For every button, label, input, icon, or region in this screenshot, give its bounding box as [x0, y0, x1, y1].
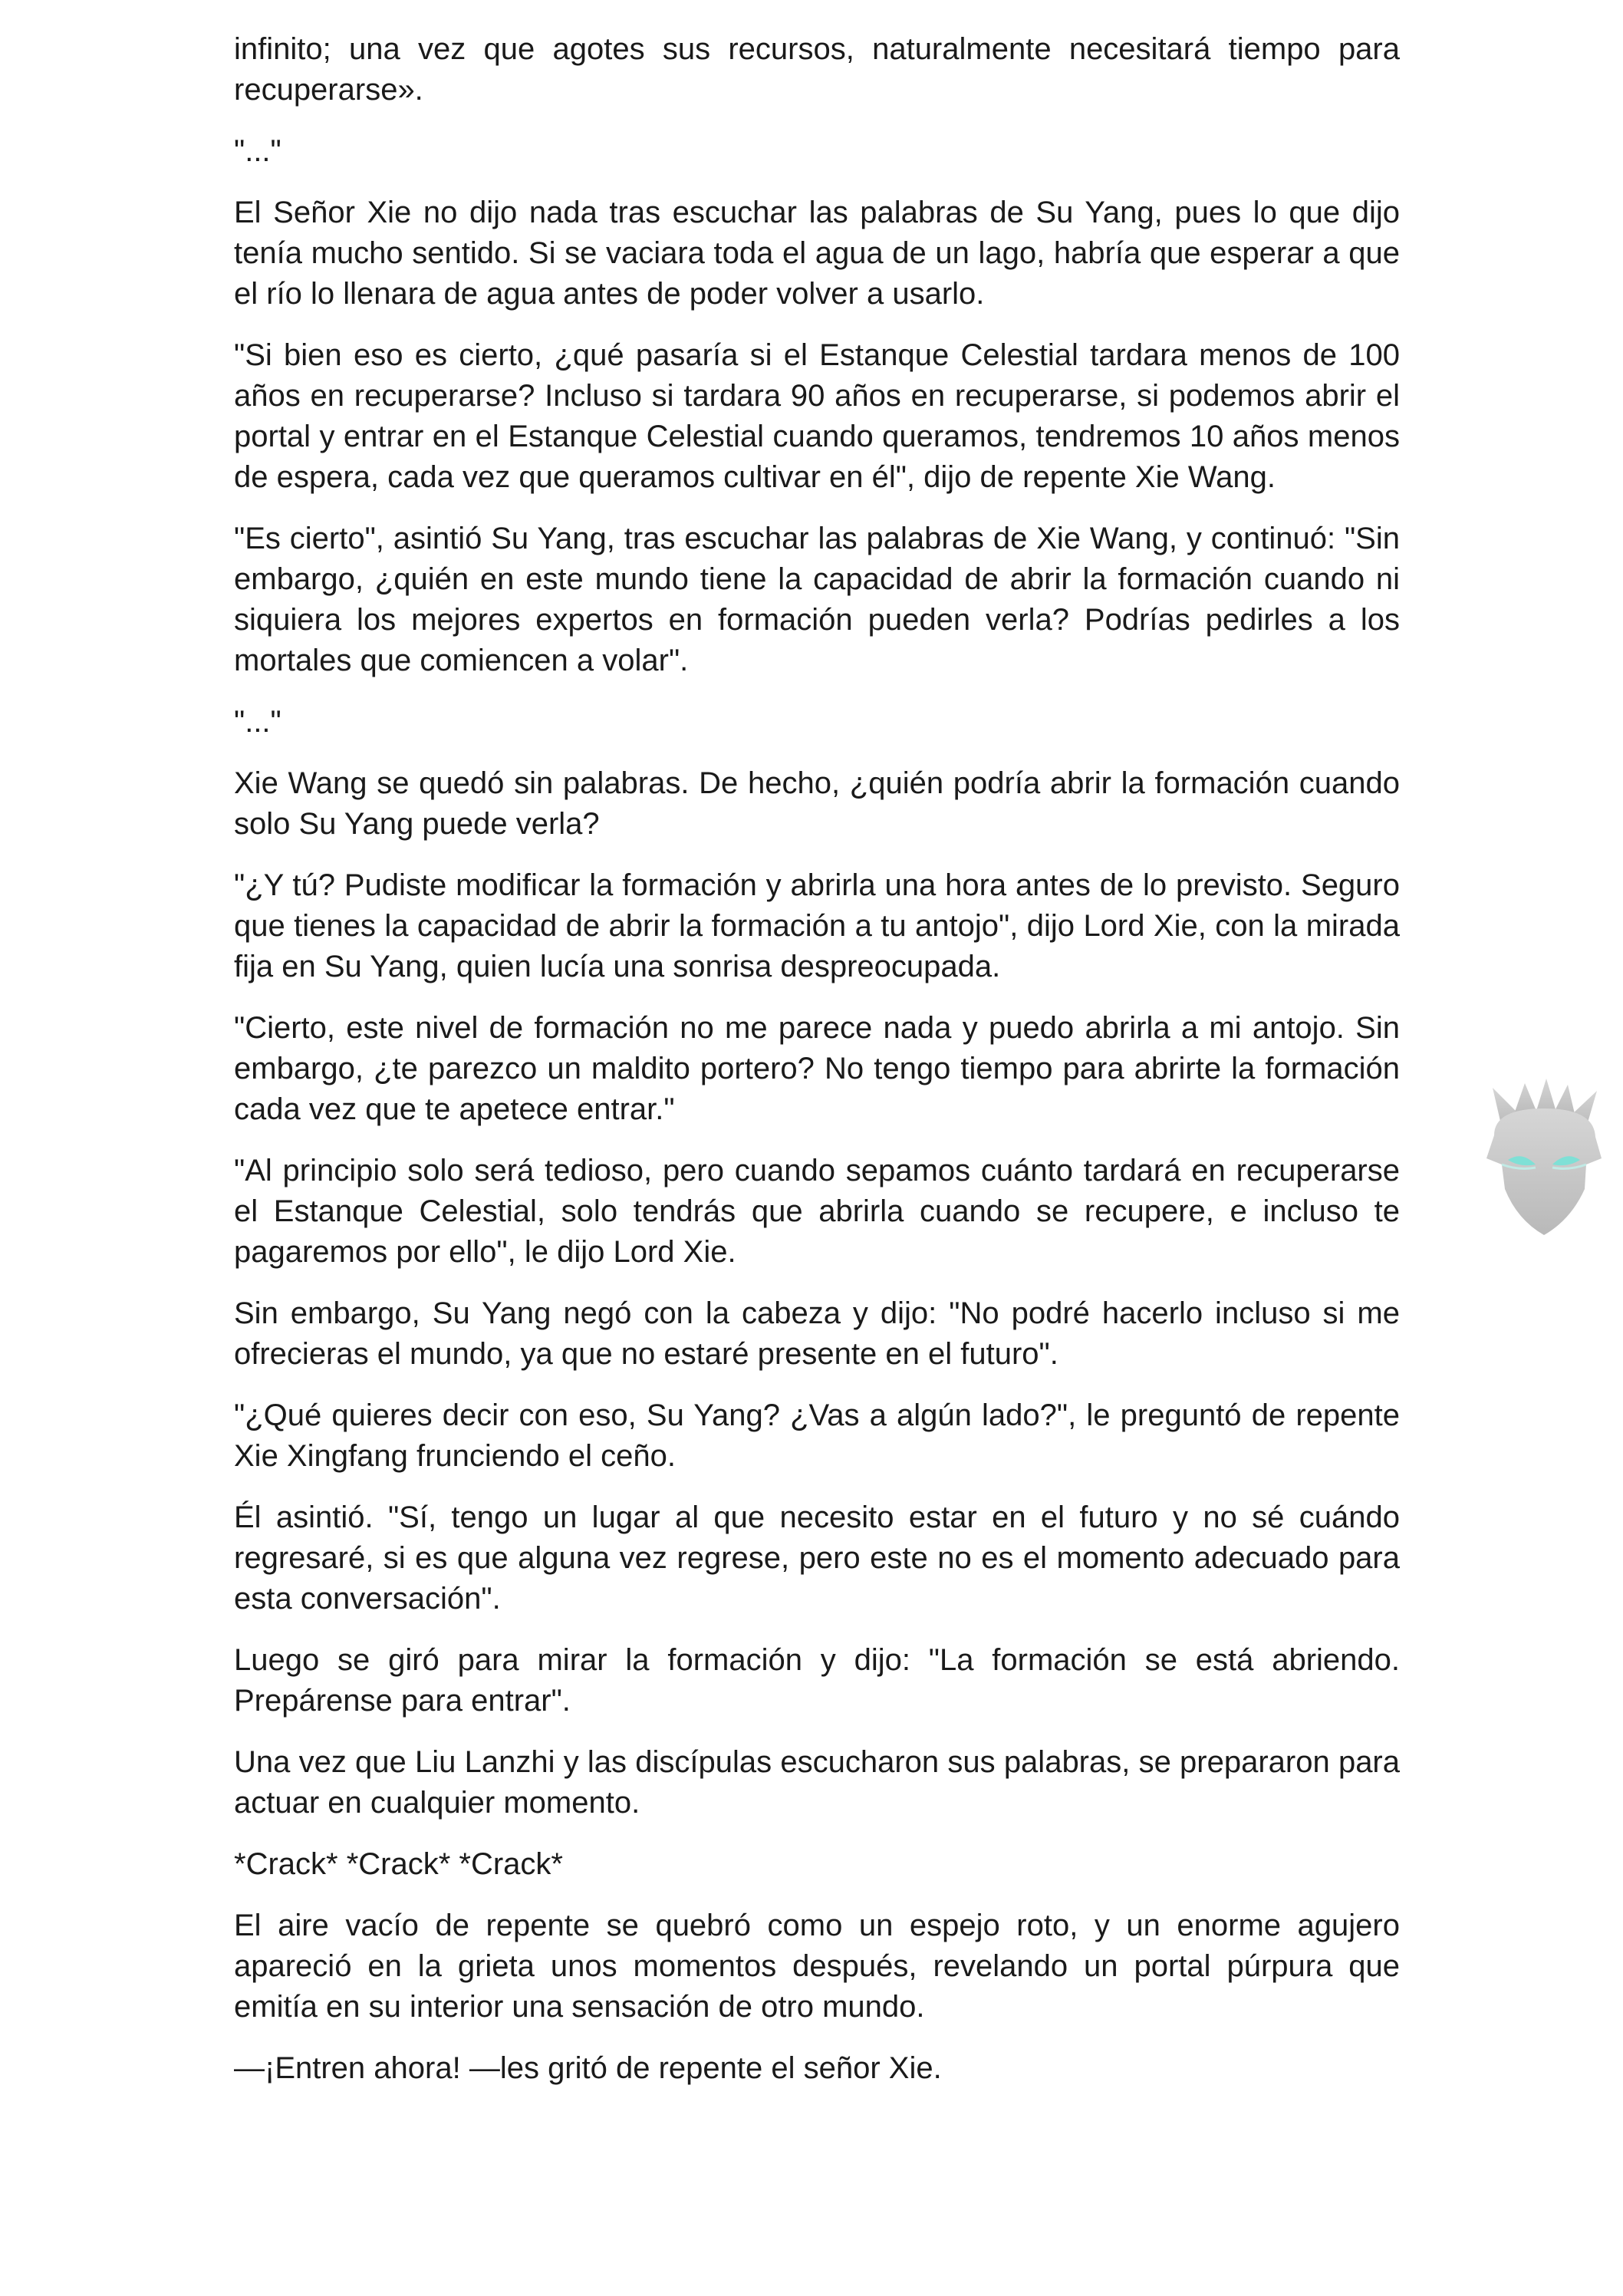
paragraph: "...": [234, 705, 281, 739]
paragraph: "Si bien eso es cierto, ¿qué pasaría si el Estanque Celestial tardara menos de 100 años en recuperarse? Incluso si tardara 90 años en recuperarse, si podemos abrir el portal y entrar en el Estanque Celestial cuando queramos, tendremos 10 años menos de espera, cada vez que queramos cultivar en él", dijo de repente Xie Wang.: [234, 338, 1400, 494]
paragraph: "...": [234, 134, 281, 168]
paragraph: Sin embargo, Su Yang negó con la cabeza y dijo: "No podré hacerlo incluso si me ofrecieras el mundo, ya que no estaré presente en el futuro".: [234, 1296, 1400, 1371]
paragraph: Xie Wang se quedó sin palabras. De hecho, ¿quién podría abrir la formación cuando solo Su Yang puede verla?: [234, 766, 1400, 841]
demon-head: [1486, 1108, 1602, 1235]
paragraph: Él asintió. "Sí, tengo un lugar al que necesito estar en el futuro y no sé cuándo regresaré, si es que alguna vez regrese, pero este no es el momento adecuado para esta conversación".: [234, 1500, 1400, 1616]
paragraph: "¿Qué quieres decir con eso, Su Yang? ¿Vas a algún lado?", le preguntó de repente Xie Xingfang frunciendo el ceño.: [234, 1398, 1400, 1473]
paragraph: —¡Entren ahora! —les gritó de repente el señor Xie.: [234, 2051, 942, 2085]
paragraph: El Señor Xie no dijo nada tras escuchar las palabras de Su Yang, pues lo que dijo tenía mucho sentido. Si se vaciara toda el agua de un lago, habría que esperar a que el río lo llenara de agua antes de poder volver a usarlo.: [234, 196, 1400, 311]
paragraph: "Al principio solo será tedioso, pero cuando sepamos cuánto tardará en recuperarse el Estanque Celestial, solo tendrás que abrirla cuando se recupere, e incluso te pagaremos por ello", le dijo Lord Xie.: [234, 1154, 1400, 1269]
paragraph: Una vez que Liu Lanzhi y las discípulas escucharon sus palabras, se prepararon para actuar en cualquier momento.: [234, 1745, 1400, 1820]
demon-head-logo-icon: [1471, 1074, 1617, 1239]
paragraph: "Cierto, este nivel de formación no me parece nada y puedo abrirla a mi antojo. Sin embargo, ¿te parezco un maldito portero? No tengo tiempo para abrirte la formación cada vez que te apetece entrar.": [234, 1011, 1400, 1126]
paragraph: infinito; una vez que agotes sus recursos, naturalmente necesitará tiempo para recuperarse».: [234, 32, 1400, 107]
paragraph: *Crack* *Crack* *Crack*: [234, 1847, 563, 1881]
paragraph: "¿Y tú? Pudiste modificar la formación y abrirla una hora antes de lo previsto. Seguro que tienes la capacidad de abrir la formación a tu antojo", dijo Lord Xie, con la mirada fija en Su Yang, quien lucía una sonrisa despreocupada.: [234, 868, 1400, 983]
paragraph: El aire vacío de repente se quebró como un espejo roto, y un enorme agujero apareció en la grieta unos momentos después, revelando un portal púrpura que emitía en su interior una sensación de otro mundo.: [234, 1909, 1400, 2024]
paragraph: "Es cierto", asintió Su Yang, tras escuchar las palabras de Xie Wang, y continuó: "Sin embargo, ¿quién en este mundo tiene la capacidad de abrir la formación cuando ni siquiera los mejores expertos en formación pueden verla? Podrías pedirles a los mortales que comiencen a volar".: [234, 522, 1400, 677]
paragraph: Luego se giró para mirar la formación y dijo: "La formación se está abriendo. Prepárense para entrar".: [234, 1643, 1400, 1718]
text-body: [234, 29, 1400, 2110]
